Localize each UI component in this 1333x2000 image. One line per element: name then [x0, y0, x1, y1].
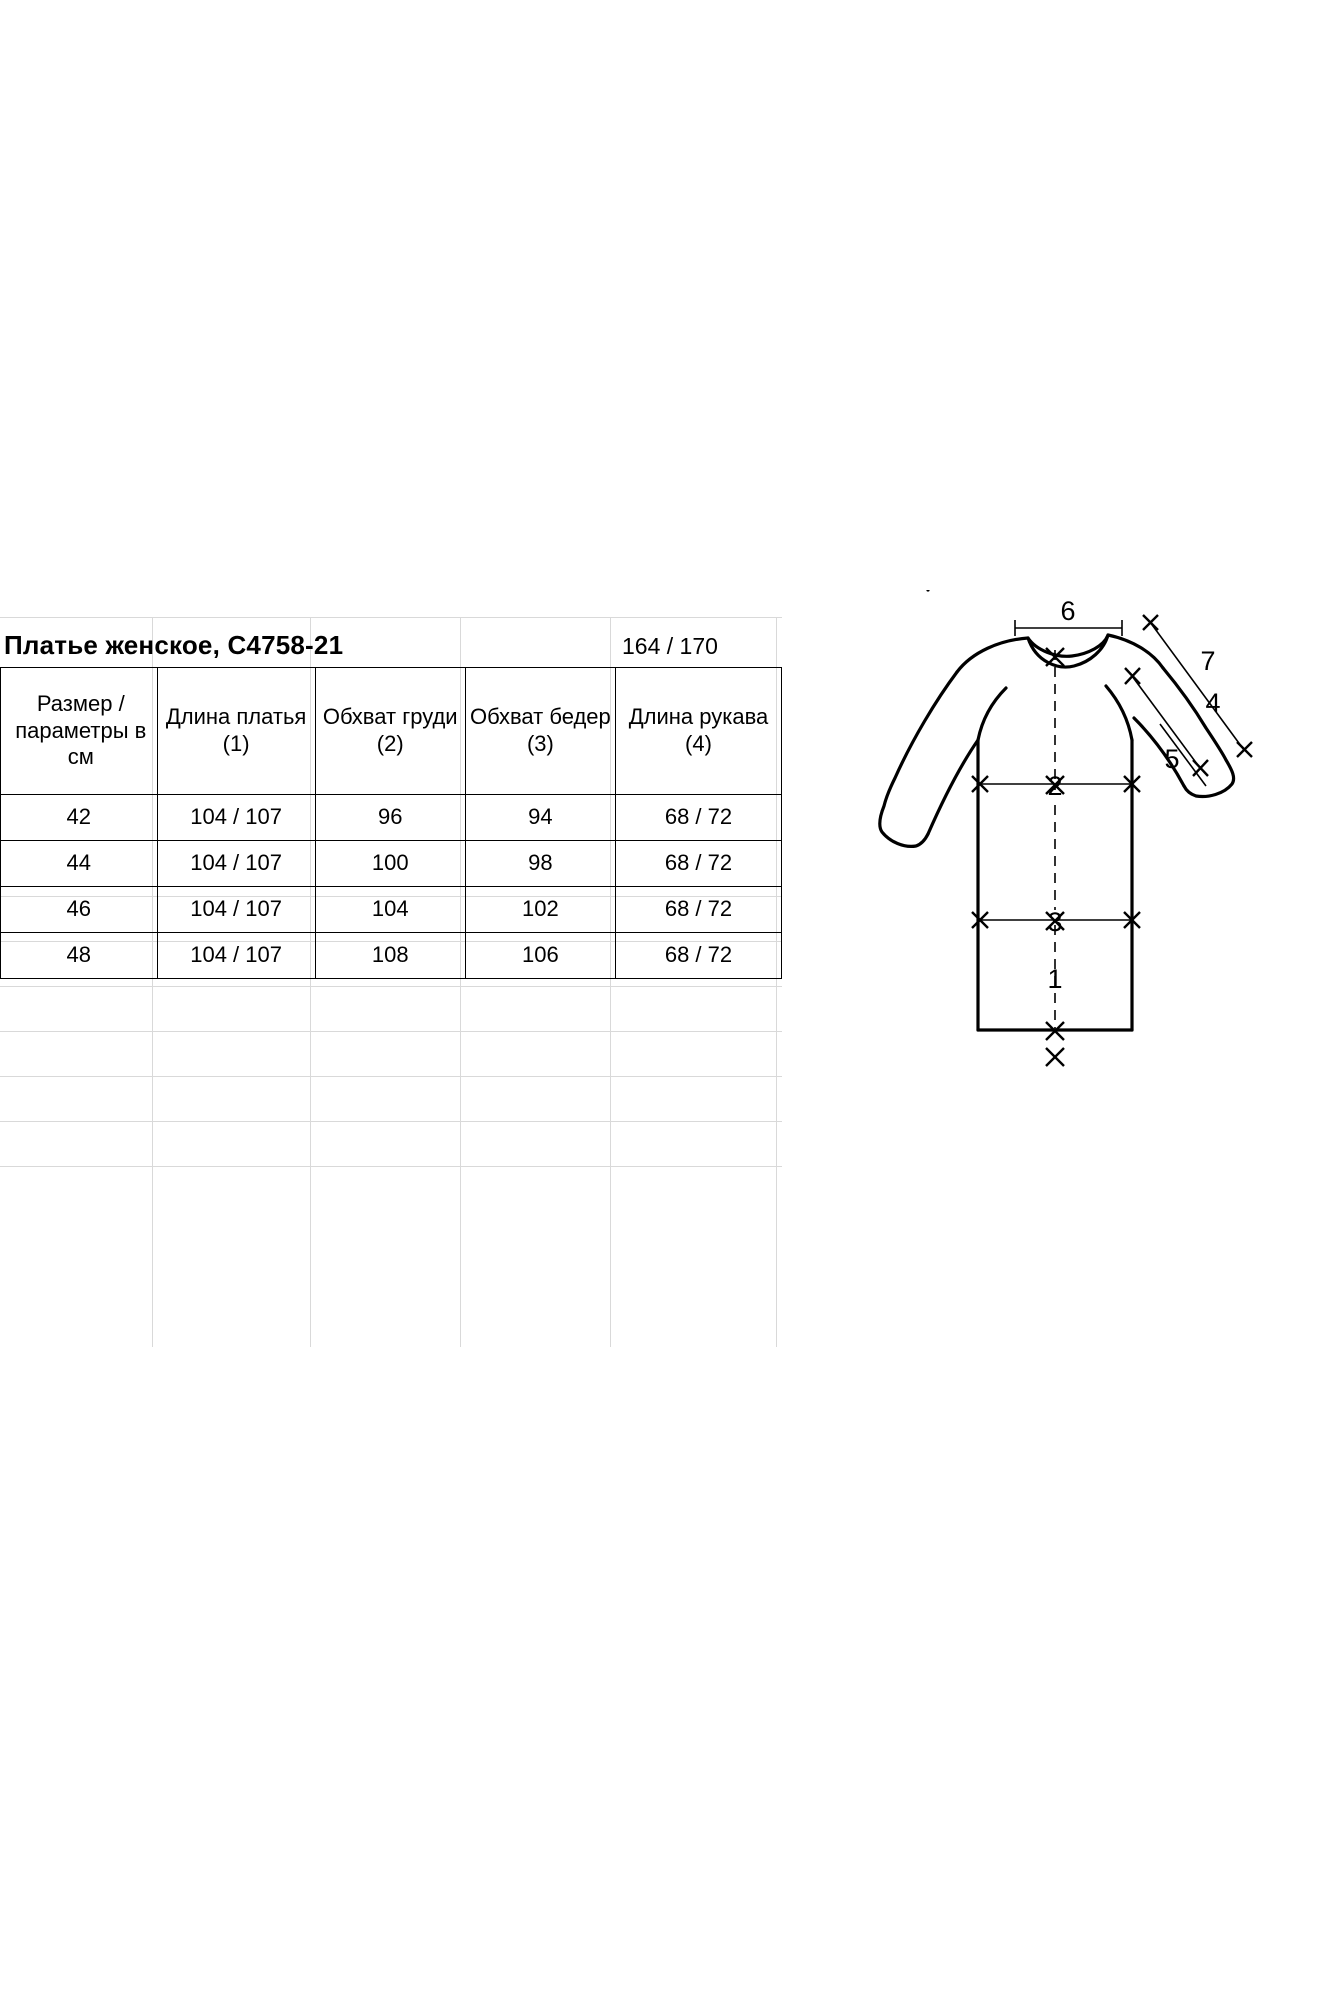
measurement-crosses: [972, 615, 1252, 1066]
measurement-lines: [980, 620, 1244, 1030]
table-row: [1, 841, 782, 887]
cell-dress-length: 104 / 107: [157, 795, 315, 841]
grid-line: [0, 1166, 782, 1167]
cell-dress-length: 104 / 107: [157, 933, 315, 979]
title-row: [0, 620, 782, 667]
cell-hips: 102: [465, 887, 615, 933]
table-body: [1, 795, 782, 979]
label-1: 1: [1047, 964, 1063, 994]
grid-line: [0, 1031, 782, 1032]
column-header-dress-length: Длина платья (1): [157, 668, 315, 795]
table-header-row: [1, 668, 782, 795]
grid-line: [0, 617, 782, 618]
cell-chest: 108: [315, 933, 465, 979]
cell-chest: 104: [315, 887, 465, 933]
cell-hips: 106: [465, 933, 615, 979]
label-4: 4: [1205, 688, 1221, 718]
cell-sleeve-length: 68 / 72: [615, 933, 781, 979]
label-3: 3: [1047, 907, 1063, 937]
technical-drawing: [860, 590, 1280, 1320]
cell-size: 42: [1, 795, 158, 841]
dress-schematic-svg: [860, 590, 1280, 1320]
column-header-chest: Обхват груди (2): [315, 668, 465, 795]
height-spec: 164 / 170: [622, 633, 718, 659]
label-6: 6: [1060, 596, 1076, 626]
cell-sleeve-length: 68 / 72: [615, 887, 781, 933]
cell-size: 46: [1, 887, 158, 933]
label-5: 5: [1164, 744, 1180, 774]
cell-size: 48: [1, 933, 158, 979]
cell-dress-length: 104 / 107: [157, 887, 315, 933]
cell-hips: 94: [465, 795, 615, 841]
cell-sleeve-length: 68 / 72: [615, 795, 781, 841]
column-header-hips: Обхват бедер (3): [465, 668, 615, 795]
cell-size: 44: [1, 841, 158, 887]
cell-chest: 96: [315, 795, 465, 841]
size-chart-table: [0, 667, 782, 979]
grid-line: [0, 986, 782, 987]
label-7: 7: [1200, 646, 1216, 676]
table-row: [1, 795, 782, 841]
table-header: [1, 668, 782, 795]
table-row: [1, 933, 782, 979]
cell-hips: 98: [465, 841, 615, 887]
column-header-sleeve-length: Длина рукава (4): [615, 668, 781, 795]
page-title: Платье женское, С4758-21: [4, 630, 344, 660]
label-2: 2: [1047, 771, 1063, 801]
cell-sleeve-length: 68 / 72: [615, 841, 781, 887]
spreadsheet-sheet: [0, 617, 782, 1347]
column-header-parameters: Размер / параметры в см: [1, 668, 158, 795]
table-row: [1, 887, 782, 933]
cell-chest: 100: [315, 841, 465, 887]
grid-line: [0, 1121, 782, 1122]
cell-dress-length: 104 / 107: [157, 841, 315, 887]
grid-line: [0, 1076, 782, 1077]
